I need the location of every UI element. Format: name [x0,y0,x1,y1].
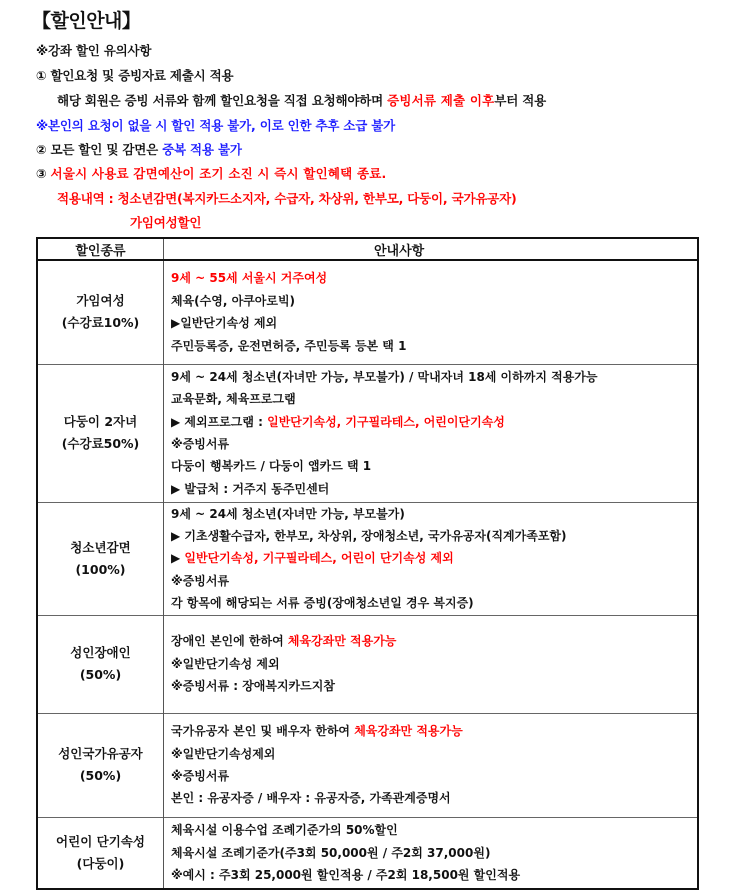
discount-type-rate: (다둥이) [76,855,125,871]
table-row [37,713,698,817]
discount-type-rate: (수강료10%) [61,315,140,331]
discount-type-name: 성인장애인 [70,645,131,661]
notice-item-1-detail [57,91,546,109]
notice-blue-note: ※본인의 요청이 없을 시 할인 적용 불가, 이로 인한 추후 소급 불가 [36,118,396,133]
notice-applies-line-2: 가임여성할인 [130,215,202,230]
info-line: ▶ 발급처 : 거주지 동주민센터 [171,481,330,496]
info-line-text: 국가유공자 본인 및 배우자 한하여 [171,724,355,739]
info-line: 교육문화, 체육프로그램 [171,392,296,407]
notice-item-1: ① 할인요청 및 증빙자료 제출시 적용 [36,68,234,83]
discount-type-cell [37,713,164,817]
table-row [37,260,698,364]
page-title: 【할인안내】 [32,10,141,32]
info-line: ※예시 : 주3회 25,000원 할인적용 / 주2회 18,500원 할인적용 [171,867,521,882]
discount-info-cell [164,817,699,889]
info-line-highlight: 체육강좌만 적용가능 [287,634,397,649]
info-line-highlight: 일반단기속성, 기구필라테스, 어린이 단기속성 제외 [184,551,454,566]
info-line [171,411,697,433]
info-line: ▶일반단기속성 제외 [171,316,278,331]
info-line-text: ▶ 제외프로그램 : [171,414,268,429]
discount-info-cell [164,713,699,817]
table-header-info: 안내사항 [164,238,699,260]
info-line-text: ▶ [171,551,185,566]
info-line: ※증빙서류 : 장애복지카드지참 [171,679,335,694]
notice-item-1-detail-suffix: 부터 적용 [494,93,547,108]
discount-info-cell [164,502,699,615]
info-line: 다둥이 행복카드 / 다둥이 앱카드 택 1 [171,459,372,474]
info-line: ※일반단기속성제외 [171,746,276,761]
notice-item-3-number: ③ [36,166,51,181]
table-header-row [37,238,698,260]
discount-type-name: 가임여성 [76,293,125,309]
discount-type-name: 성인국가유공자 [58,746,143,762]
info-line: 체육시설 이용수업 조례기준가의 50%할인 [171,823,398,838]
discount-type-name: 어린이 단기속성 [56,833,145,849]
discount-type-rate: (50%) [79,768,122,784]
notice-item-1-detail-highlight: 증빙서류 제출 이후 [387,93,495,108]
notice-item-2 [36,140,242,158]
info-line-highlight: 일반단기속성, 기구필라테스, 어린이단기속성 [267,414,505,429]
notice-item-2-highlight: 중복 적용 불가 [162,142,242,157]
discount-info-cell [164,364,699,502]
discount-type-cell [37,817,164,889]
info-line: ※증빙서류 [171,437,230,451]
info-line: 체육(수영, 아쿠아로빅) [171,293,296,308]
info-line [171,630,697,652]
discount-info-cell [164,615,699,713]
discount-type-name: 청소년감면 [70,539,131,555]
info-line [171,720,697,742]
info-line: ※증빙서류 [171,769,230,784]
table-row [37,502,698,615]
info-line: ※증빙서류 [171,573,230,588]
table-row [37,615,698,713]
discount-type-cell [37,502,164,615]
notice-item-2-text: ② 모든 할인 및 감면은 [36,142,163,157]
notice-applies-line-1: 적용내역 : 청소년감면(복지카드소지자, 수급자, 차상위, 한부모, 다둥이, 국가유공자) [57,191,517,206]
discount-type-cell [37,260,164,364]
info-line-text: 장애인 본인에 한하여 [171,634,288,649]
discount-info-cell [164,260,699,364]
info-line: ▶ 기초생활수급자, 한부모, 차상위, 장애청소년, 국가유공자(직계가족포함) [171,528,567,543]
discount-type-rate: (50%) [79,667,122,683]
info-line: 각 항목에 해당되는 서류 증빙(장애청소년일 경우 복지증) [171,596,474,611]
info-line: 9세 ~ 55세 서울시 거주여성 [171,271,328,286]
table-row [37,364,698,502]
info-line: 체육시설 조례기준가(주3회 50,000원 / 주2회 37,000원) [171,845,491,860]
notice-item-1-detail-text: 해당 회원은 증빙 서류와 함께 할인요청을 직접 요청해야하며 [57,93,388,108]
notice-item-3-text: 서울시 사용료 감면예산이 조기 소진 시 즉시 할인혜택 종료. [50,166,387,181]
discount-type-cell [37,364,164,502]
info-line: 본인 : 유공자증 / 배우자 : 유공자증, 가족관계증명서 [171,791,451,806]
info-line: ※일반단기속성 제외 [171,656,280,671]
info-line: 9세 ~ 24세 청소년(자녀만 가능, 부모불가) / 막내자녀 18세 이하까지 적용가능 [171,369,598,384]
notice-heading: ※강좌 할인 유의사항 [36,43,152,58]
info-line-highlight: 체육강좌만 적용가능 [354,724,463,739]
table-row [37,817,698,889]
discount-table [36,237,699,890]
discount-type-cell [37,615,164,713]
discount-type-rate: (수강료50%) [61,436,140,451]
discount-type-name: 다둥이 2자녀 [63,414,138,429]
table-header-type: 할인종류 [37,238,164,260]
info-line [171,547,697,569]
notice-item-3 [36,164,387,182]
info-line: 9세 ~ 24세 청소년(자녀만 가능, 부모불가) [171,506,405,521]
info-line: 주민등록증, 운전면허증, 주민등록 등본 택 1 [171,338,407,353]
discount-type-rate: (100%) [75,561,126,577]
